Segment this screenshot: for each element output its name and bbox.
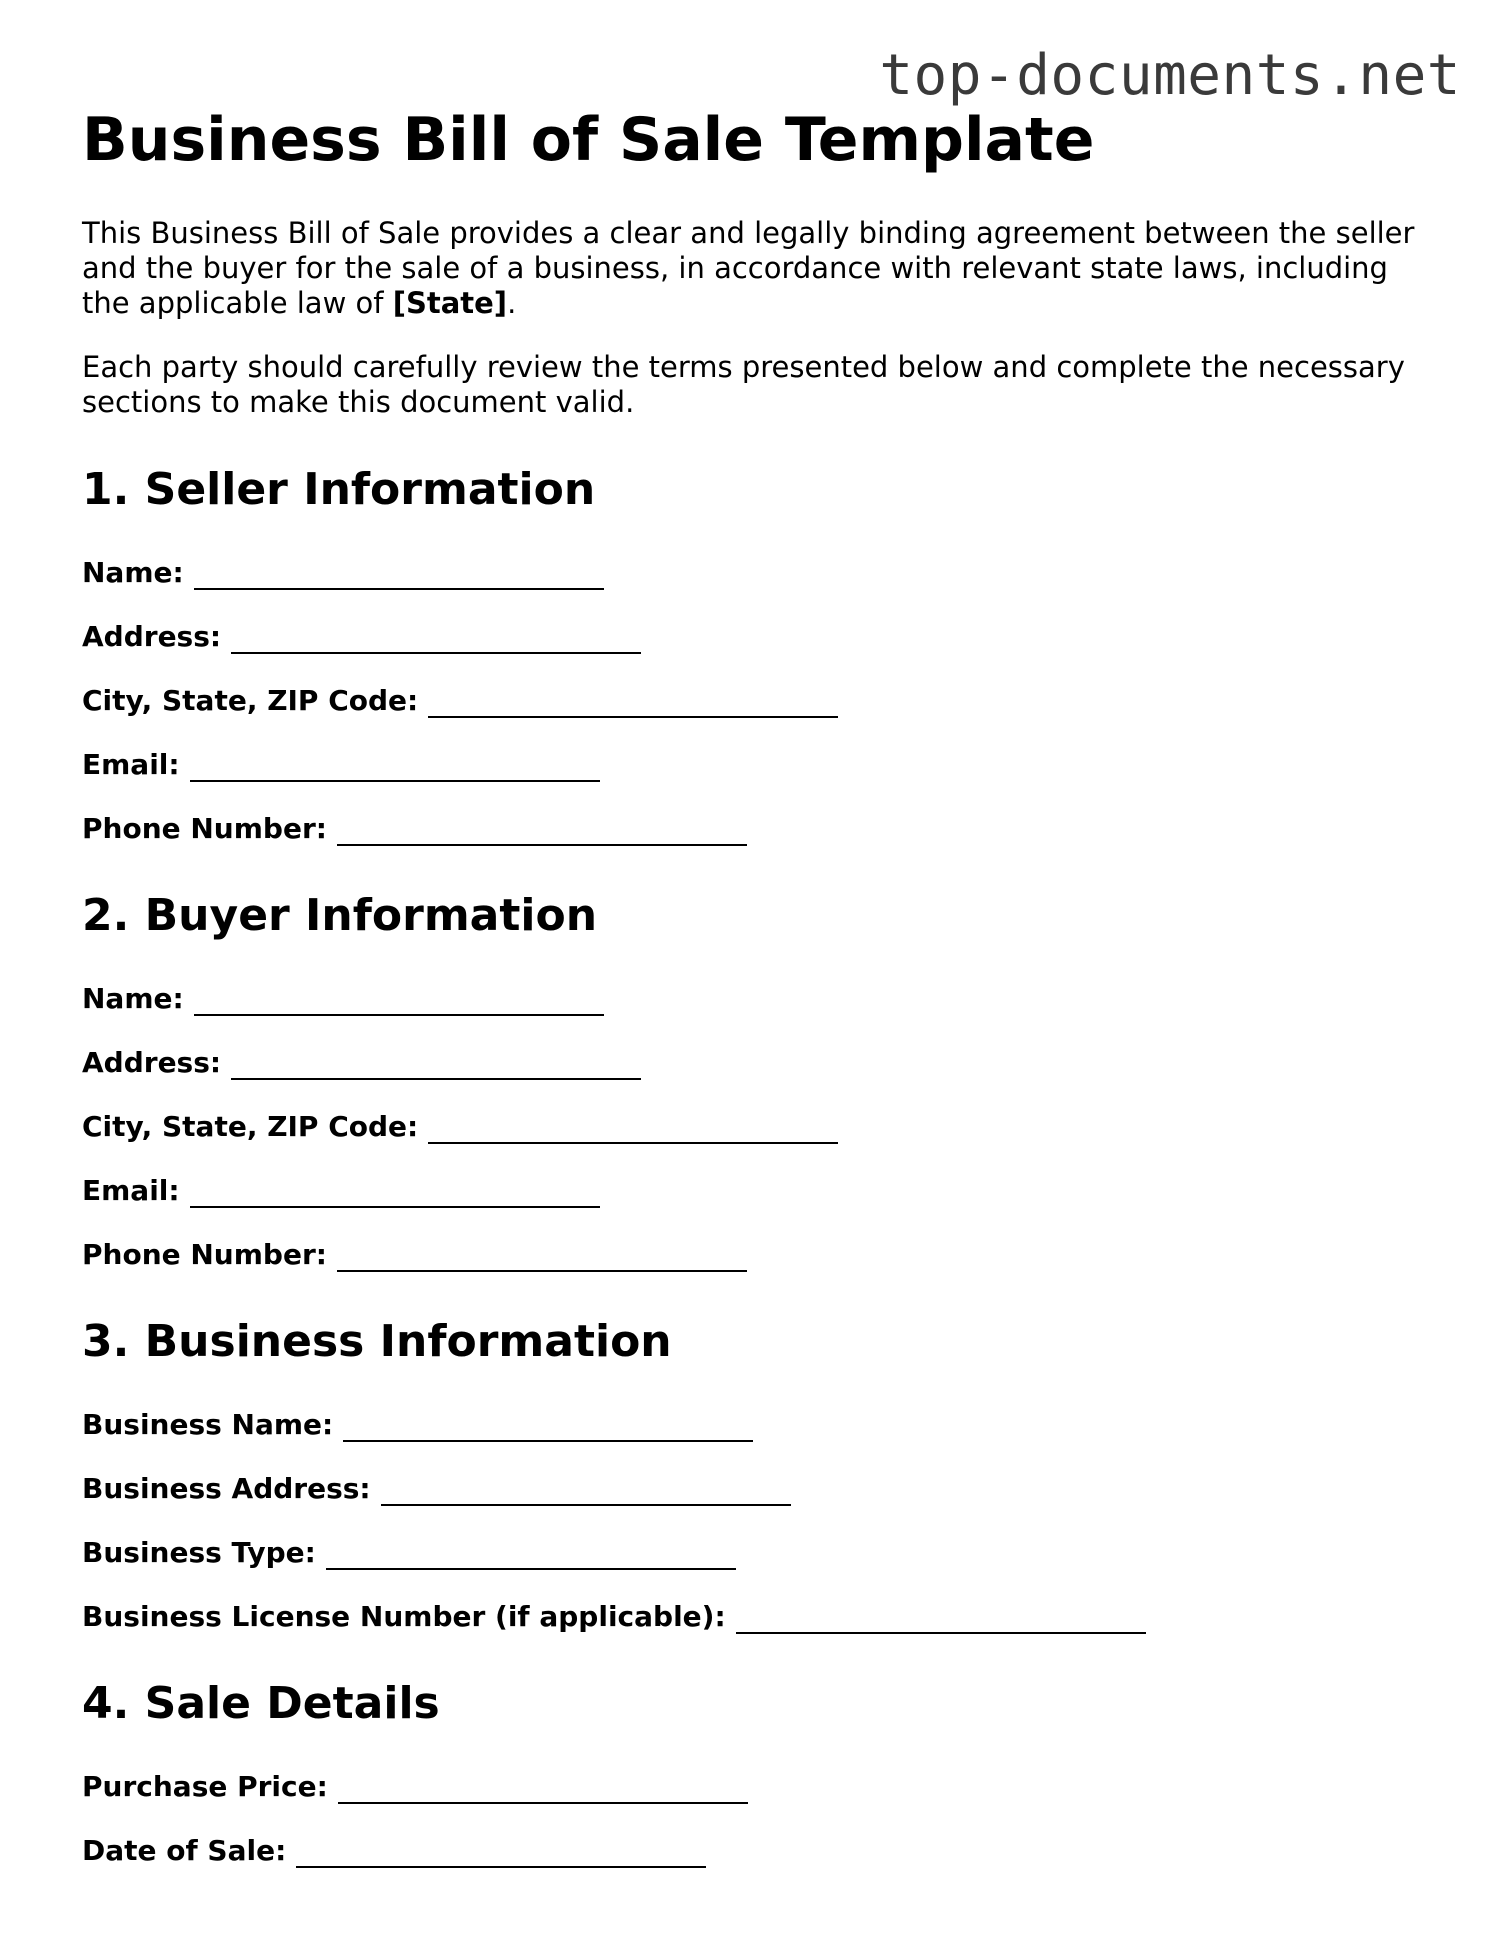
intro-paragraph-2: Each party should carefully review the terms presented below and complete the necessary sections to make this document valid.: [82, 350, 1405, 419]
field-label: Name:: [82, 982, 184, 1015]
section-heading: 3. Business Information: [82, 1316, 672, 1367]
fill-in-blank[interactable]: [337, 816, 747, 846]
business-type-field: [82, 1536, 1442, 1570]
fill-in-blank[interactable]: [381, 1476, 791, 1506]
page-title: Business Bill of Sale Template: [82, 105, 1095, 175]
field-label: City, State, ZIP Code:: [82, 684, 419, 717]
fill-in-blank[interactable]: [343, 1412, 753, 1442]
field-label: Name:: [82, 556, 184, 589]
fill-in-blank[interactable]: [326, 1540, 736, 1570]
date-of-sale-field: [82, 1834, 1442, 1868]
intro-text-part: This Business Bill of Sale provides a clear and legally binding agreement between the seller and the buyer for the sale of a business, in accordance with relevant state laws, including the applicable law of: [82, 216, 1415, 320]
field-label: Business Address:: [82, 1472, 371, 1505]
field-label: Date of Sale:: [82, 1834, 287, 1867]
field-label: Business License Number (if applicable):: [82, 1600, 726, 1633]
business-section: [82, 1312, 1442, 1634]
intro-paragraph-1: [82, 216, 1442, 321]
field-label: Email:: [82, 1174, 180, 1207]
intro-text-part: .: [507, 286, 517, 320]
state-placeholder: [State]: [392, 286, 508, 320]
seller-city-field: [82, 684, 1442, 718]
field-label: Address:: [82, 1046, 222, 1079]
document-page: [82, 100, 1442, 1868]
fill-in-blank[interactable]: [190, 752, 600, 782]
field-label: Business Name:: [82, 1408, 334, 1441]
buyer-phone-field: [82, 1238, 1442, 1272]
fill-in-blank[interactable]: [428, 1114, 838, 1144]
business-name-field: [82, 1408, 1442, 1442]
fill-in-blank[interactable]: [231, 1050, 641, 1080]
seller-address-field: [82, 620, 1442, 654]
buyer-section: [82, 886, 1442, 1272]
field-label: Phone Number:: [82, 812, 327, 845]
buyer-city-field: [82, 1110, 1442, 1144]
field-label: Phone Number:: [82, 1238, 327, 1271]
fill-in-blank[interactable]: [736, 1604, 1146, 1634]
seller-section: [82, 460, 1442, 846]
fill-in-blank[interactable]: [194, 986, 604, 1016]
seller-email-field: [82, 748, 1442, 782]
sale-section: [82, 1674, 1442, 1868]
fill-in-blank[interactable]: [428, 688, 838, 718]
section-heading: 1. Seller Information: [82, 464, 596, 515]
field-label: Email:: [82, 748, 180, 781]
fill-in-blank[interactable]: [296, 1838, 706, 1868]
fill-in-blank[interactable]: [338, 1774, 748, 1804]
fill-in-blank[interactable]: [231, 624, 641, 654]
buyer-address-field: [82, 1046, 1442, 1080]
section-heading: 2. Buyer Information: [82, 890, 598, 941]
business-license-field: [82, 1600, 1442, 1634]
field-label: City, State, ZIP Code:: [82, 1110, 419, 1143]
field-label: Address:: [82, 620, 222, 653]
fill-in-blank[interactable]: [337, 1242, 747, 1272]
seller-phone-field: [82, 812, 1442, 846]
buyer-name-field: [82, 982, 1442, 1016]
buyer-email-field: [82, 1174, 1442, 1208]
field-label: Business Type:: [82, 1536, 316, 1569]
watermark-text: top-documents.net: [879, 43, 1461, 108]
purchase-price-field: [82, 1770, 1442, 1804]
business-address-field: [82, 1472, 1442, 1506]
section-heading: 4. Sale Details: [82, 1678, 440, 1729]
field-label: Purchase Price:: [82, 1770, 328, 1803]
intro-text: [82, 216, 1442, 420]
fill-in-blank[interactable]: [190, 1178, 600, 1208]
seller-name-field: [82, 556, 1442, 590]
fill-in-blank[interactable]: [194, 560, 604, 590]
